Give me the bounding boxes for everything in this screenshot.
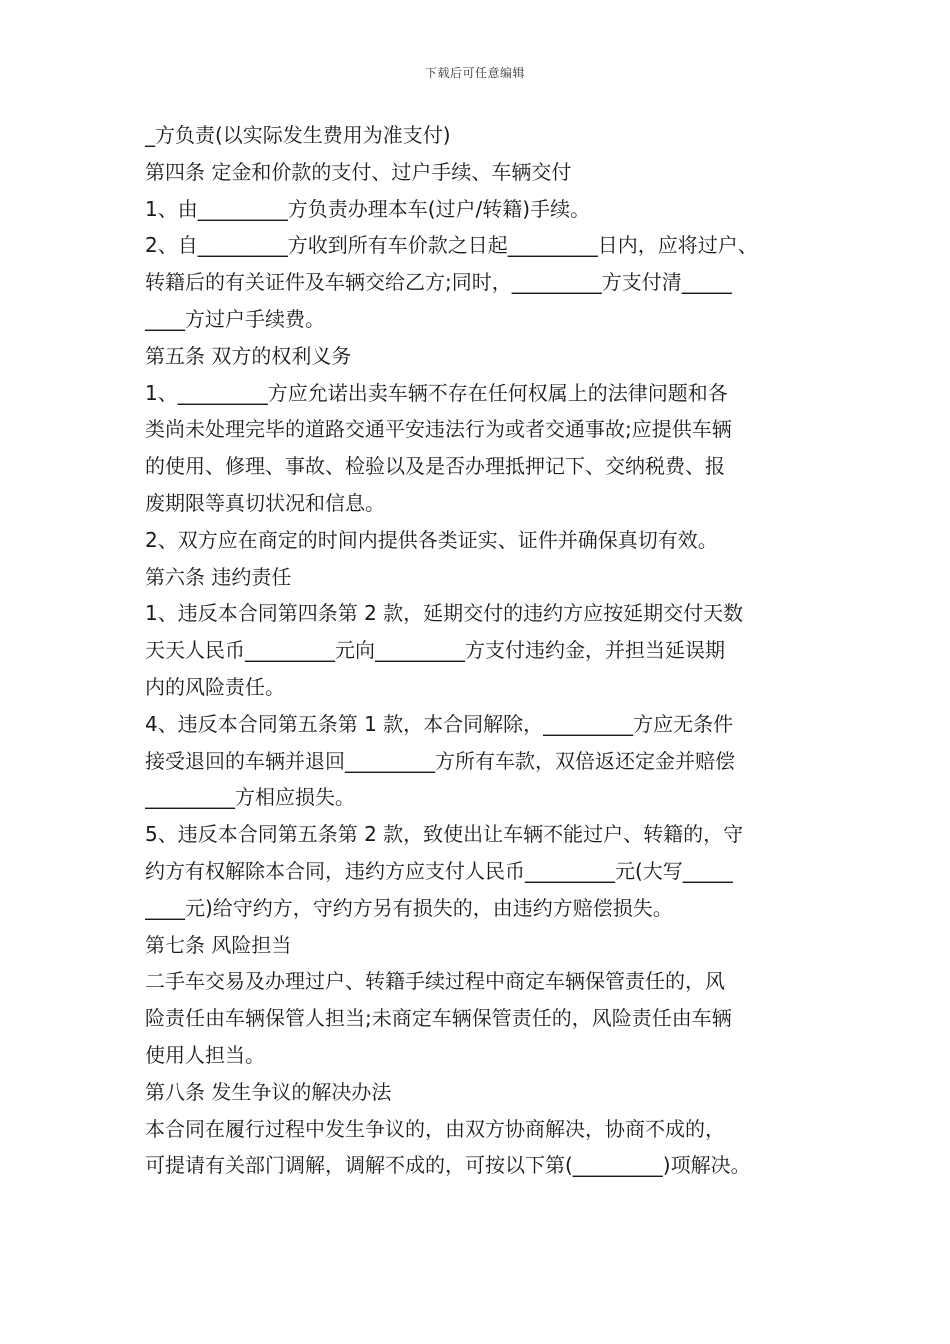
- text-line: 类尚未处理完毕的道路交通平安违法行为或者交通事故;应提供车辆: [145, 417, 732, 442]
- text-line: ____元)给守约方，守约方另有损失的，由违约方赔偿损失。: [145, 895, 673, 920]
- text-line: 5、违反本合同第五条第 2 款，致使出让车辆不能过户、转籍的，守: [145, 822, 744, 847]
- text-line: ____方过户手续费。: [145, 306, 325, 331]
- text-line: 险责任由车辆保管人担当;未商定车辆保管责任的，风险责任由车辆: [145, 1006, 732, 1031]
- contract-body: [145, 117, 825, 1184]
- text-line: 使用人担当。: [145, 1042, 265, 1067]
- text-line: 2、自_________方收到所有车价款之日起_________日内，应将过户、: [145, 233, 758, 258]
- text-line: 1、_________方应允诺出卖车辆不存在任何权属上的法律问题和各: [145, 380, 728, 405]
- text-line: 1、违反本合同第四条第 2 款，延期交付的违约方应按延期交付天数: [145, 601, 744, 626]
- text-line: 可提请有关部门调解，调解不成的，可按以下第(_________)项解决。: [145, 1153, 751, 1178]
- text-line: 本合同在履行过程中发生争议的，由双方协商解决，协商不成的，: [145, 1116, 725, 1141]
- section-heading: 第八条 发生争议的解决办法: [145, 1079, 392, 1104]
- section-heading: 第五条 双方的权利义务: [145, 343, 352, 368]
- text-line: 4、违反本合同第五条第 1 款，本合同解除，_________方应无条件: [145, 711, 734, 736]
- header-note: 下载后可任意编辑: [424, 66, 525, 80]
- text-line: 的使用、修理、事故、检验以及是否办理抵押记下、交纳税费、报: [145, 454, 725, 479]
- text-line: 接受退回的车辆并退回_________方所有车款，双倍返还定金并赔偿: [145, 748, 735, 773]
- text-line: 2、双方应在商定的时间内提供各类证实、证件并确保真切有效。: [145, 527, 718, 552]
- section-heading: 第六条 违约责任: [145, 564, 292, 589]
- text-line: _方负责(以实际发生费用为准支付): [145, 123, 451, 147]
- text-line: 废期限等真切状况和信息。: [145, 490, 385, 515]
- text-line: _________方相应损失。: [145, 785, 355, 810]
- text-line: 转籍后的有关证件及车辆交给乙方;同时，_________方支付清_____: [145, 270, 732, 295]
- text-line: 二手车交易及办理过户、转籍手续过程中商定车辆保管责任的，风: [145, 969, 725, 994]
- section-heading: 第七条 风险担当: [145, 932, 292, 957]
- text-line: 天天人民币_________元向_________方支付违约金，并担当延误期: [145, 638, 725, 663]
- text-line: 内的风险责任。: [145, 674, 285, 699]
- section-heading: 第四条 定金和价款的支付、过户手续、车辆交付: [145, 159, 572, 184]
- text-line: 1、由_________方负责办理本车(过户/转籍)手续。: [145, 196, 591, 221]
- text-line: 约方有权解除本合同，违约方应支付人民币_________元(大写_____: [145, 858, 733, 883]
